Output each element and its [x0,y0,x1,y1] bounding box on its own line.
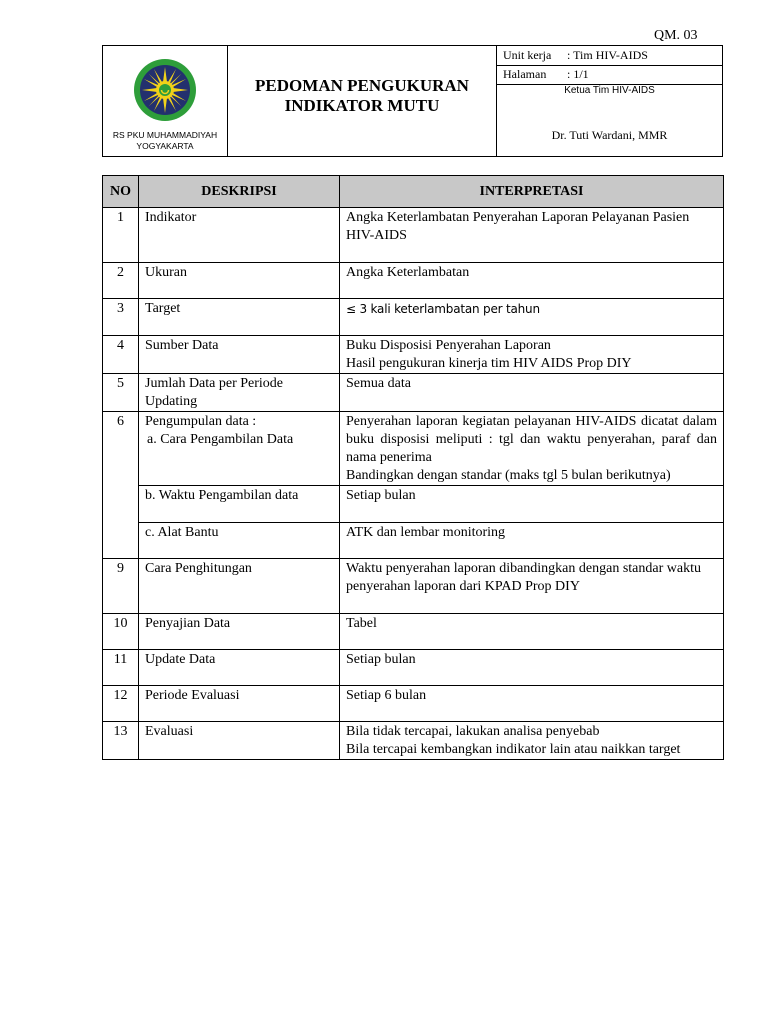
row-description: b. Waktu Pengambilan data [139,486,340,523]
row-description: Jumlah Data per Periode Updating [139,374,340,412]
document-title [227,76,497,116]
unit-row [497,46,722,66]
row-number-empty [103,486,139,523]
column-header-deskripsi: DESKRIPSI [139,176,340,208]
table-header-row [103,176,724,208]
org-line-2: YOGYAKARTA [136,141,194,151]
description-heading: Pengumpulan data : [145,414,257,429]
row-description: c. Alat Bantu [139,523,340,559]
row-interpretation [340,336,724,374]
row-interpretation: Setiap bulan [340,486,724,523]
row-description [139,412,340,486]
row-number: 10 [103,614,139,650]
table-row [103,523,724,559]
table-row [103,299,724,336]
table-row [103,559,724,614]
row-description: Target [139,299,340,336]
table-row [103,263,724,299]
table-row [103,336,724,374]
row-description: Update Data [139,650,340,686]
row-description: Periode Evaluasi [139,686,340,722]
document-header [102,45,723,157]
table-row [103,486,724,523]
row-description: Penyajian Data [139,614,340,650]
description-sub-a: a. Cara Pengambilan Data [147,432,294,447]
unit-label: Unit kerja [503,48,552,62]
table-row [103,686,724,722]
row-description: Sumber Data [139,336,340,374]
row-interpretation: Angka Keterlambatan Penyerahan Laporan Pelayanan Pasien HIV-AIDS [340,208,724,263]
table-row [103,208,724,263]
row-number: 9 [103,559,139,614]
row-number: 4 [103,336,139,374]
logo-cell [103,46,228,156]
column-header-no: NO [103,176,139,208]
hospital-logo-icon [133,58,197,122]
signer-position: Ketua Tim HIV-AIDS [564,85,655,96]
indicator-table [102,175,724,760]
page-row [497,65,722,85]
row-interpretation: Waktu penyerahan laporan dibandingkan dengan standar waktu penyerahan laporan dari KPAD Prop DIY [340,559,724,614]
row-number: 12 [103,686,139,722]
row-description: Cara Penghitungan [139,559,340,614]
interpretation-line-2: Bandingkan dengan standar (maks tgl 5 bulan berikutnya) [346,468,671,483]
row-interpretation [340,722,724,760]
interpretation-line-1: Buku Disposisi Penyerahan Laporan [346,338,551,353]
row-description: Ukuran [139,263,340,299]
row-interpretation [340,412,724,486]
table-row [103,614,724,650]
page-value: : 1/1 [567,67,589,81]
row-number-empty [103,523,139,559]
organization-name [103,130,227,152]
column-header-interpretasi: INTERPRETASI [340,176,724,208]
row-number: 5 [103,374,139,412]
table-row [103,722,724,760]
title-line-2: INDIKATOR MUTU [284,96,440,115]
row-description: Indikator [139,208,340,263]
table-row [103,412,724,486]
info-cell [497,46,722,156]
row-number: 11 [103,650,139,686]
row-number: 13 [103,722,139,760]
page-label: Halaman [503,67,547,81]
row-number: 6 [103,412,139,486]
table-row [103,650,724,686]
interpretation-line-1: Penyerahan laporan kegiatan pelayanan HIV-AIDS dicatat dalam buku disposisi meliputi : tgl dan waktu penyerahan, paraf dan nama penerima [346,414,717,465]
org-line-1: RS PKU MUHAMMADIYAH [112,130,218,140]
row-interpretation: ATK dan lembar monitoring [340,523,724,559]
unit-value: : Tim HIV-AIDS [567,48,648,62]
title-cell [227,46,497,156]
row-description: Evaluasi [139,722,340,760]
interpretation-line-1: Bila tidak tercapai, lakukan analisa penyebab [346,724,600,739]
row-number: 2 [103,263,139,299]
row-interpretation: Setiap 6 bulan [340,686,724,722]
signer-name: Dr. Tuti Wardani, MMR [551,128,668,142]
row-number: 1 [103,208,139,263]
table-row [103,374,724,412]
row-interpretation: Angka Keterlambatan [340,263,724,299]
row-interpretation: ≤ 3 kali keterlambatan per tahun [340,299,724,336]
document-code: QM. 03 [654,28,698,43]
row-number: 3 [103,299,139,336]
interpretation-line-2: Bila tercapai kembangkan indikator lain atau naikkan target [346,742,681,757]
interpretation-line-2: Hasil pengukuran kinerja tim HIV AIDS Prop DIY [346,356,632,371]
row-interpretation: Tabel [340,614,724,650]
row-interpretation: Setiap bulan [340,650,724,686]
row-interpretation: Semua data [340,374,724,412]
title-line-1: PEDOMAN PENGUKURAN [255,76,469,95]
